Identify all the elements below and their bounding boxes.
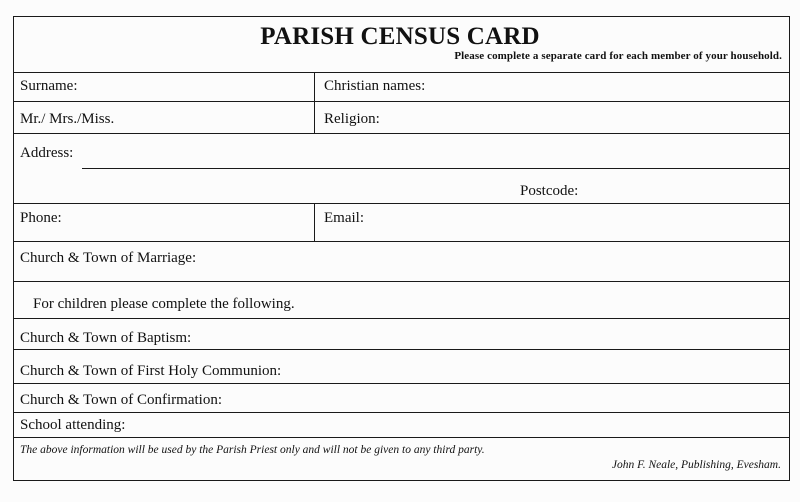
rule-surname: [13, 101, 790, 102]
rule-marriage: [13, 281, 790, 282]
publisher-credit: John F. Neale, Publishing, Evesham.: [611, 459, 781, 471]
rule-phone: [13, 241, 790, 242]
christian-names-label: Christian names:: [324, 78, 426, 94]
school-label: School attending:: [20, 417, 126, 433]
rule-children: [13, 318, 790, 319]
salutation-label: Mr./ Mrs./Miss.: [20, 111, 115, 127]
rule-school: [13, 437, 790, 438]
phone-label: Phone:: [20, 210, 62, 226]
privacy-note: The above information will be used by the Parish Priest only and will not be given to any third party.: [20, 444, 485, 456]
rule-top: [13, 72, 790, 73]
confirmation-label: Church & Town of Confirmation:: [20, 392, 222, 408]
rule-address-line: [82, 168, 790, 169]
rule-baptism: [13, 349, 790, 350]
children-note: For children please complete the following.: [33, 296, 295, 312]
rule-salutation: [13, 133, 790, 134]
email-label: Email:: [324, 210, 364, 226]
baptism-label: Church & Town of Baptism:: [20, 330, 192, 346]
card-instruction: Please complete a separate card for each member of your household.: [454, 50, 782, 62]
card-title: PARISH CENSUS CARD: [260, 23, 540, 50]
rule-address: [13, 203, 790, 204]
divider-phone-row: [314, 203, 315, 241]
communion-label: Church & Town of First Holy Communion:: [20, 363, 282, 379]
postcode-label: Postcode:: [520, 183, 579, 199]
marriage-label: Church & Town of Marriage:: [20, 250, 197, 266]
surname-label: Surname:: [20, 78, 78, 94]
address-label: Address:: [20, 145, 74, 161]
divider-name-row: [314, 72, 315, 133]
rule-confirmation: [13, 412, 790, 413]
rule-communion: [13, 383, 790, 384]
religion-label: Religion:: [324, 111, 380, 127]
